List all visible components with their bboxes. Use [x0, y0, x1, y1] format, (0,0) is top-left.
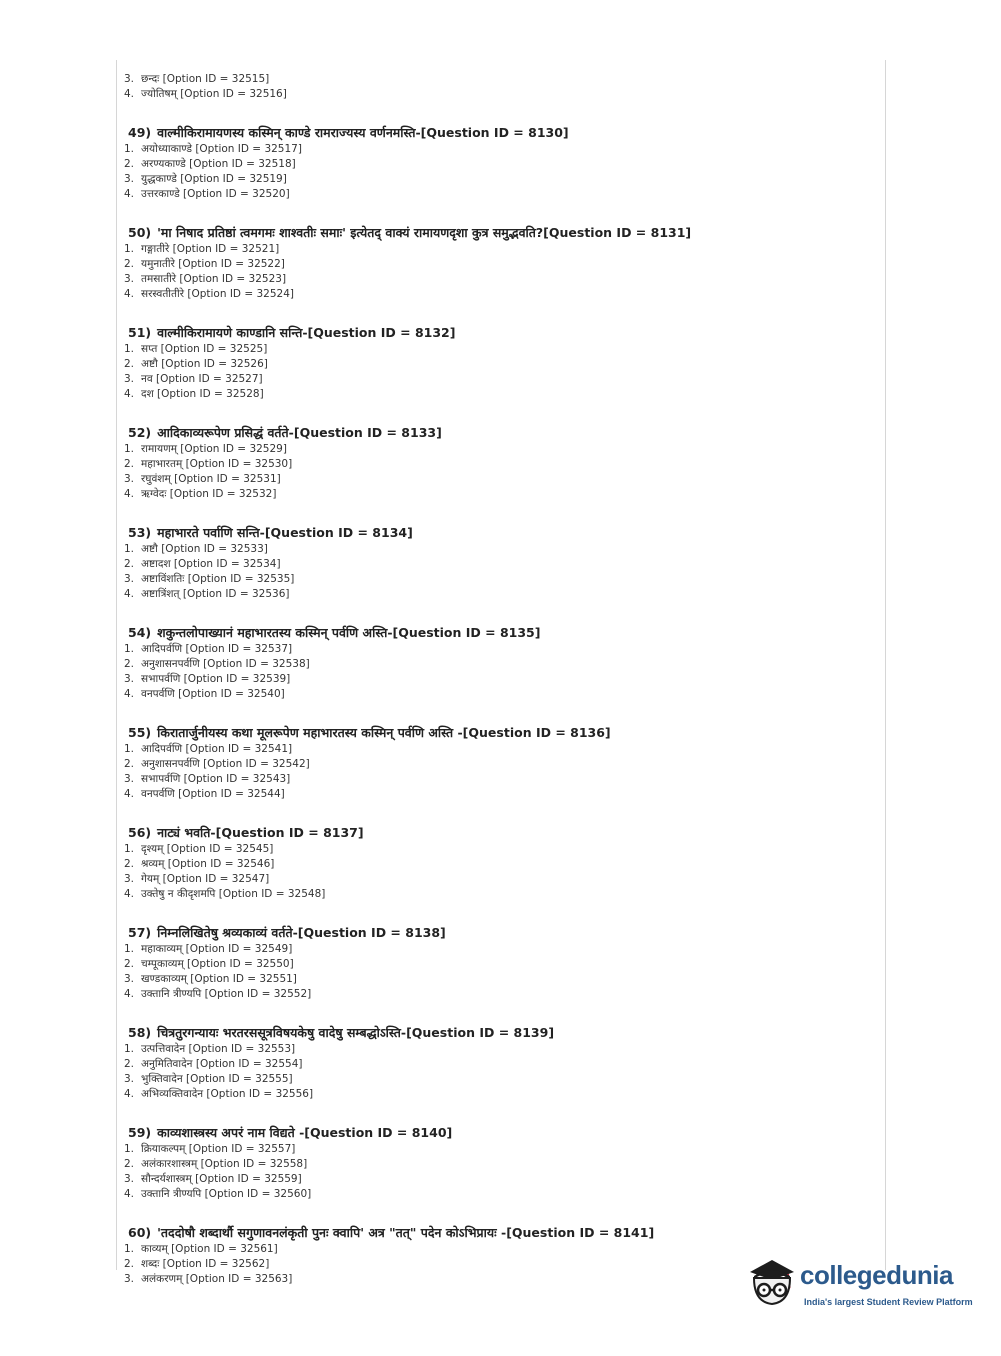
question-title: [128, 924, 876, 942]
question-title: [128, 1124, 876, 1142]
question-block: [124, 724, 876, 802]
option-item: [124, 942, 876, 957]
option-item: [124, 472, 876, 487]
option-number: 2.: [124, 858, 135, 870]
option-text: अलंकारशास्त्रम् [Option ID = 32558]: [141, 1158, 308, 1170]
option-text: महाकाव्यम् [Option ID = 32549]: [141, 943, 293, 955]
option-item: [124, 157, 876, 172]
option-item: [124, 687, 876, 702]
question-number: 59): [128, 1125, 152, 1140]
option-text: सभापर्वणि [Option ID = 32539]: [141, 673, 291, 685]
option-number: 4.: [124, 188, 135, 200]
option-number: 3.: [124, 73, 135, 85]
option-text: रामायणम् [Option ID = 32529]: [141, 443, 287, 455]
option-text: भुक्तिवादेन [Option ID = 32555]: [141, 1073, 293, 1085]
option-text: चम्पूकाव्यम् [Option ID = 32550]: [141, 958, 294, 970]
option-text: अभिव्यक्तिवादेन [Option ID = 32556]: [141, 1088, 314, 1100]
option-number: 2.: [124, 358, 135, 370]
option-item: [124, 1072, 876, 1087]
option-item: [124, 342, 876, 357]
option-item: [124, 542, 876, 557]
option-text: तमसातीरे [Option ID = 32523]: [141, 273, 287, 285]
option-text: सप्त [Option ID = 32525]: [141, 343, 268, 355]
question-list: [124, 124, 876, 1287]
option-number: 1.: [124, 743, 135, 755]
option-number: 4.: [124, 1088, 135, 1100]
option-item: [124, 457, 876, 472]
option-item: [124, 742, 876, 757]
option-number: 1.: [124, 243, 135, 255]
option-text: अरण्यकाण्डे [Option ID = 32518]: [141, 158, 296, 170]
question-block: [124, 124, 876, 202]
option-text: महाभारतम् [Option ID = 32530]: [141, 458, 293, 470]
option-number: 3.: [124, 1073, 135, 1085]
option-item: [124, 787, 876, 802]
question-text: चित्रतुरगन्यायः भरतरससूत्रविषयकेषु वादेषु सम्बद्धोऽस्ति-[Question ID = 8139]: [157, 1025, 555, 1040]
question-block: [124, 324, 876, 402]
option-item: [124, 1157, 876, 1172]
option-number: 1.: [124, 1143, 135, 1155]
option-item: [124, 972, 876, 987]
option-number: 3.: [124, 873, 135, 885]
question-text: नाट्यं भवति-[Question ID = 8137]: [157, 825, 364, 840]
option-item: [124, 557, 876, 572]
question-text: 'मा निषाद प्रतिष्ठां त्वमगमः शाश्वतीः समाः' इत्येतद् वाक्यं रामायणदृशा कुत्र समुद्भवति?[Question ID = 8131]: [157, 225, 692, 240]
option-text: सरस्वतीतीरे [Option ID = 32524]: [141, 288, 294, 300]
option-number: 1.: [124, 143, 135, 155]
question-title: [128, 224, 876, 242]
option-text: यमुनातीरे [Option ID = 32522]: [141, 258, 285, 270]
option-item: [124, 572, 876, 587]
option-number: 2.: [124, 458, 135, 470]
option-text: अष्टौ [Option ID = 32526]: [141, 358, 268, 370]
option-number: 3.: [124, 673, 135, 685]
option-item: [124, 287, 876, 302]
option-item: [124, 987, 876, 1002]
option-text: युद्धकाण्डे [Option ID = 32519]: [141, 173, 287, 185]
option-text: उक्तेषु न कीदृशमपि [Option ID = 32548]: [141, 888, 326, 900]
option-item: [124, 842, 876, 857]
option-number: 2.: [124, 158, 135, 170]
option-number: 1.: [124, 1243, 135, 1255]
option-item: [124, 642, 876, 657]
option-number: 2.: [124, 258, 135, 270]
option-item: [124, 872, 876, 887]
question-paper-content: [124, 72, 876, 1287]
option-item: [124, 1057, 876, 1072]
option-number: 1.: [124, 943, 135, 955]
option-text: शब्दः [Option ID = 32562]: [141, 1258, 270, 1270]
option-number: 1.: [124, 1043, 135, 1055]
question-block: [124, 1024, 876, 1102]
option-number: 2.: [124, 1058, 135, 1070]
option-number: 4.: [124, 288, 135, 300]
option-text: ऋग्वेदः [Option ID = 32532]: [141, 488, 277, 500]
question-title: [128, 124, 876, 142]
question-text: किरातार्जुनीयस्य कथा मूलरूपेण महाभारतस्य कस्मिन् पर्वणि अस्ति -[Question ID = 8136]: [157, 725, 611, 740]
question-block: [124, 424, 876, 502]
option-number: 1.: [124, 343, 135, 355]
option-number: 1.: [124, 443, 135, 455]
option-item: [124, 1087, 876, 1102]
question-title: [128, 1224, 876, 1242]
option-text: अलंकरणम् [Option ID = 32563]: [141, 1273, 293, 1285]
option-text: अष्टौ [Option ID = 32533]: [141, 543, 268, 555]
question-block: [124, 524, 876, 602]
question-number: 50): [128, 225, 152, 240]
option-item: [124, 757, 876, 772]
option-number: 4.: [124, 1188, 135, 1200]
option-text: उक्तानि त्रीण्यपि [Option ID = 32560]: [141, 1188, 312, 1200]
option-number: 4.: [124, 988, 135, 1000]
option-item: [124, 272, 876, 287]
question-text: 'तददोषौ शब्दार्थौ सगुणावनलंकृती पुनः क्वापि' अत्र "तत्" पदेन कोऽभिप्रायः -[Question ID = 8141]: [157, 1225, 655, 1240]
option-number: 3.: [124, 1173, 135, 1185]
question-text: शकुन्तलोपाख्यानं महाभारतस्य कस्मिन् पर्वणि अस्ति-[Question ID = 8135]: [157, 625, 541, 640]
question-block: [124, 224, 876, 302]
option-item: [124, 657, 876, 672]
option-text: ज्योतिषम् [Option ID = 32516]: [141, 88, 287, 100]
leading-options: [124, 72, 876, 102]
question-text: निम्नलिखितेषु श्रव्यकाव्यं वर्तते-[Question ID = 8138]: [157, 925, 446, 940]
option-text: क्रियाकल्पम् [Option ID = 32557]: [141, 1143, 296, 1155]
option-number: 3.: [124, 373, 135, 385]
option-text: अयोध्याकाण्डे [Option ID = 32517]: [141, 143, 302, 155]
option-item: [124, 372, 876, 387]
option-number: 3.: [124, 773, 135, 785]
option-item: [124, 1142, 876, 1157]
option-text: गङ्गातीरे [Option ID = 32521]: [141, 243, 280, 255]
option-item: [124, 442, 876, 457]
option-item: [124, 587, 876, 602]
option-text: उत्पत्तिवादेन [Option ID = 32553]: [141, 1043, 296, 1055]
question-title: [128, 524, 876, 542]
option-number: 4.: [124, 888, 135, 900]
question-text: वाल्मीकिरामायणे काण्डानि सन्ति-[Question ID = 8132]: [157, 325, 456, 340]
option-item: [124, 857, 876, 872]
question-block: [124, 624, 876, 702]
question-text: आदिकाव्यरूपेण प्रसिद्धं वर्तते-[Question ID = 8133]: [157, 425, 442, 440]
option-number: 4.: [124, 88, 135, 100]
option-text: आदिपर्वणि [Option ID = 32537]: [141, 643, 293, 655]
option-text: श्रव्यम् [Option ID = 32546]: [141, 858, 275, 870]
option-text: अष्टाविंशतिः [Option ID = 32535]: [141, 573, 295, 585]
question-title: [128, 824, 876, 842]
option-item: [124, 257, 876, 272]
question-title: [128, 724, 876, 742]
option-item: [124, 672, 876, 687]
question-number: 49): [128, 125, 152, 140]
question-title: [128, 424, 876, 442]
logo-tagline: India's largest Student Review Platform: [804, 1297, 973, 1307]
option-number: 4.: [124, 788, 135, 800]
option-text: सौन्दर्यशास्त्रम् [Option ID = 32559]: [141, 1173, 302, 1185]
option-number: 2.: [124, 658, 135, 670]
option-number: 2.: [124, 958, 135, 970]
option-item: [124, 1172, 876, 1187]
question-block: [124, 824, 876, 902]
option-item: [124, 187, 876, 202]
question-number: 55): [128, 725, 152, 740]
option-text: अनुमितिवादेन [Option ID = 32554]: [141, 1058, 303, 1070]
option-text: सभापर्वणि [Option ID = 32543]: [141, 773, 291, 785]
logo-name: collegedunia: [800, 1260, 953, 1290]
question-block: [124, 924, 876, 1002]
option-number: 4.: [124, 688, 135, 700]
collegedunia-logo[interactable]: [740, 1248, 980, 1318]
question-title: [128, 324, 876, 342]
option-text: काव्यम् [Option ID = 32561]: [141, 1243, 278, 1255]
question-title: [128, 1024, 876, 1042]
option-item: [124, 887, 876, 902]
option-number: 2.: [124, 1258, 135, 1270]
option-number: 1.: [124, 543, 135, 555]
question-title: [128, 624, 876, 642]
option-text: गेयम् [Option ID = 32547]: [141, 873, 270, 885]
option-number: 3.: [124, 173, 135, 185]
option-text: खण्डकाव्यम् [Option ID = 32551]: [141, 973, 297, 985]
option-item: [124, 1187, 876, 1202]
option-number: 4.: [124, 488, 135, 500]
option-number: 4.: [124, 388, 135, 400]
option-text: अष्टादश [Option ID = 32534]: [141, 558, 281, 570]
option-item: [124, 387, 876, 402]
option-number: 3.: [124, 573, 135, 585]
question-text: काव्यशास्त्रस्य अपरं नाम विद्यते -[Question ID = 8140]: [157, 1125, 453, 1140]
option-item: [124, 1042, 876, 1057]
option-text: नव [Option ID = 32527]: [141, 373, 263, 385]
option-text: अष्टात्रिंशत् [Option ID = 32536]: [141, 588, 290, 600]
option-item: [124, 87, 876, 102]
option-item: [124, 772, 876, 787]
option-number: 2.: [124, 1158, 135, 1170]
option-text: आदिपर्वणि [Option ID = 32541]: [141, 743, 293, 755]
option-item: [124, 242, 876, 257]
question-number: 51): [128, 325, 152, 340]
option-text: अनुशासनपर्वणि [Option ID = 32538]: [141, 658, 310, 670]
option-text: अनुशासनपर्वणि [Option ID = 32542]: [141, 758, 310, 770]
question-number: 53): [128, 525, 152, 540]
option-text: रघुवंशम् [Option ID = 32531]: [141, 473, 281, 485]
student-mascot-icon: [740, 1250, 800, 1310]
option-number: 3.: [124, 473, 135, 485]
option-number: 4.: [124, 588, 135, 600]
question-block: [124, 1124, 876, 1202]
option-item: [124, 957, 876, 972]
question-number: 54): [128, 625, 152, 640]
option-number: 2.: [124, 558, 135, 570]
question-number: 60): [128, 1225, 152, 1240]
question-text: महाभारते पर्वाणि सन्ति-[Question ID = 8134]: [157, 525, 413, 540]
question-number: 56): [128, 825, 152, 840]
option-text: दृश्यम् [Option ID = 32545]: [141, 843, 274, 855]
question-number: 52): [128, 425, 152, 440]
option-text: उत्तरकाण्डे [Option ID = 32520]: [141, 188, 290, 200]
option-number: 2.: [124, 758, 135, 770]
option-number: 3.: [124, 273, 135, 285]
option-text: छन्दः [Option ID = 32515]: [141, 73, 270, 85]
option-number: 1.: [124, 643, 135, 655]
option-number: 3.: [124, 973, 135, 985]
option-number: 1.: [124, 843, 135, 855]
question-number: 58): [128, 1025, 152, 1040]
option-text: उक्तानि त्रीण्यपि [Option ID = 32552]: [141, 988, 312, 1000]
option-text: वनपर्वणि [Option ID = 32544]: [141, 788, 285, 800]
option-number: 3.: [124, 1273, 135, 1285]
option-item: [124, 357, 876, 372]
option-item: [124, 72, 876, 87]
option-text: वनपर्वणि [Option ID = 32540]: [141, 688, 285, 700]
question-number: 57): [128, 925, 152, 940]
question-text: वाल्मीकिरामायणस्य कस्मिन् काण्डे रामराज्यस्य वर्णनमस्ति-[Question ID = 8130]: [157, 125, 569, 140]
option-item: [124, 487, 876, 502]
option-item: [124, 172, 876, 187]
option-text: दश [Option ID = 32528]: [141, 388, 264, 400]
option-item: [124, 142, 876, 157]
